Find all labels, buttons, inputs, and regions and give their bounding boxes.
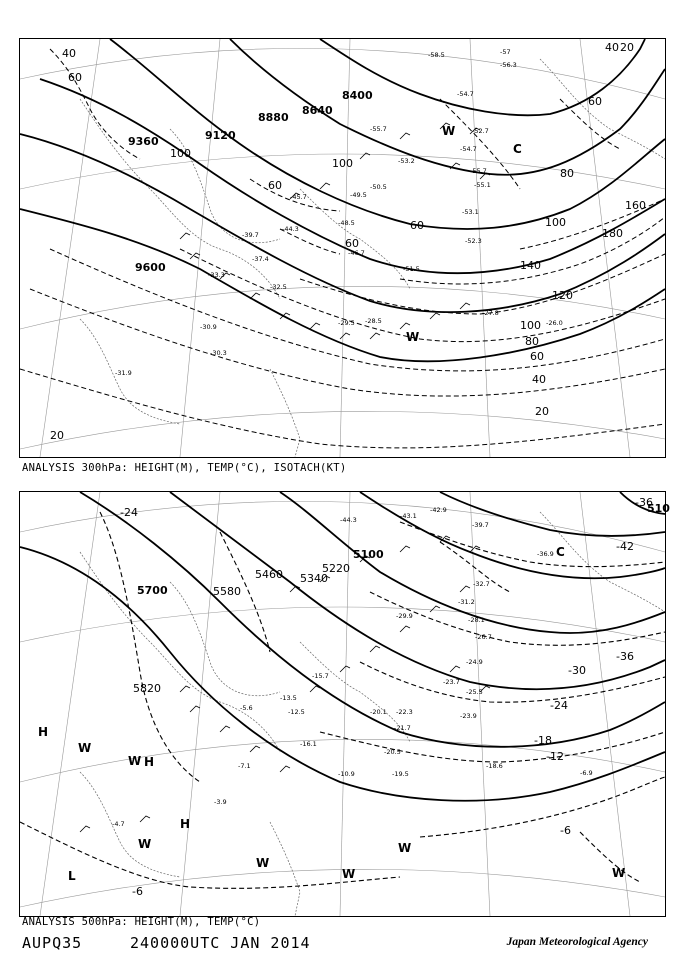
graticule [20, 492, 665, 916]
high-pressure-symbol: H [144, 755, 155, 769]
high-pressure-symbol: H [180, 817, 191, 831]
station-value: -39.7 [472, 521, 489, 529]
height-label: 5700 [137, 584, 168, 597]
station-value: -23.7 [443, 678, 460, 686]
temperature-label: -30 [568, 664, 586, 677]
station-value: -10.9 [338, 770, 355, 778]
isotach-label: 20 [620, 41, 634, 54]
station-value: -18.6 [486, 762, 503, 770]
high-pressure-symbol: H [38, 725, 49, 739]
warm-symbol: W [398, 841, 412, 855]
isotach-label: 120 [552, 289, 573, 302]
station-value: -4.7 [112, 820, 125, 828]
station-value: -6.9 [580, 769, 593, 777]
station-value: -55.1 [474, 181, 491, 189]
height-labels [133, 502, 670, 695]
isotach-label: 160 [625, 199, 646, 212]
station-value: -20.1 [370, 708, 387, 716]
isotach-label: 40 [605, 41, 619, 54]
isotach-label: 20 [535, 405, 549, 418]
station-value: -19.5 [392, 770, 409, 778]
caption-500hpa: ANALYSIS 500hPa: HEIGHT(M), TEMP(°C) [22, 916, 261, 928]
station-value: -46.7 [348, 249, 365, 257]
station-value: -42.9 [430, 506, 447, 514]
isotach-label: 100 [520, 319, 541, 332]
agency-credit: Japan Meteorological Agency [506, 936, 648, 948]
temperature-label: -12 [546, 750, 564, 763]
temperature-label: -24 [120, 506, 138, 519]
station-value: -39.7 [242, 231, 259, 239]
station-value: -52.7 [472, 127, 489, 135]
height-contours [20, 39, 665, 361]
isotach-label: 60 [410, 219, 424, 232]
station-value: -51.5 [403, 265, 420, 273]
station-value: -44.3 [282, 225, 299, 233]
station-value: -29.5 [338, 319, 355, 327]
station-value: -53.2 [398, 157, 415, 165]
station-value: -55.7 [470, 167, 487, 175]
station-value: -12.5 [288, 708, 305, 716]
coastlines [80, 59, 665, 457]
station-value: -53.1 [462, 208, 479, 216]
station-value: -25.5 [466, 688, 483, 696]
station-value: -55.7 [370, 125, 387, 133]
height-labels [128, 89, 373, 274]
map-panel-300hpa [19, 38, 666, 458]
height-label: 5460 [255, 568, 283, 581]
station-value: -24.9 [466, 658, 483, 666]
map-300hpa-svg [20, 39, 665, 457]
station-value: -21.7 [394, 724, 411, 732]
isotach-label: 40 [532, 373, 546, 386]
station-value: -31.2 [458, 598, 475, 606]
cold-symbol: C [556, 545, 565, 559]
isotach-label: 100 [170, 147, 191, 160]
pressure-symbols [38, 545, 625, 883]
temperature-label: -36 [635, 496, 653, 509]
temperature-label: -6 [560, 824, 571, 837]
temperature-label: -6 [132, 885, 143, 898]
isotach-label: 100 [332, 157, 353, 170]
station-value: -28.1 [468, 616, 485, 624]
station-value: -5.6 [240, 704, 253, 712]
height-label: 510 [647, 502, 670, 515]
station-value: -43.1 [400, 512, 417, 520]
isotach-label: 60 [345, 237, 359, 250]
height-label: 9120 [205, 129, 236, 142]
station-value: -45.7 [290, 193, 307, 201]
isotach-label: 180 [602, 227, 623, 240]
station-value: -33.3 [208, 271, 225, 279]
height-label: 8880 [258, 111, 289, 124]
station-value: -54.7 [460, 145, 477, 153]
height-label: 5100 [353, 548, 384, 561]
height-label: 8640 [302, 104, 333, 117]
station-value: -27.8 [482, 309, 499, 317]
low-pressure-symbol: L [68, 869, 76, 883]
station-value: -32.7 [473, 580, 490, 588]
station-value: -32.5 [270, 283, 287, 291]
station-value: -3.9 [214, 798, 227, 806]
station-value: -23.9 [460, 712, 477, 720]
isotach-label: 60 [268, 179, 282, 192]
height-label: 9360 [128, 135, 159, 148]
station-value: -7.1 [238, 762, 251, 770]
isotach-label: 20 [50, 429, 64, 442]
station-value: -16.1 [300, 740, 317, 748]
station-value: -58.5 [428, 51, 445, 59]
station-observations [115, 48, 563, 377]
map-panel-500hpa [19, 491, 670, 917]
station-value: -26.0 [546, 319, 563, 327]
warm-symbol: W [612, 866, 626, 880]
height-label: 5580 [213, 585, 241, 598]
temperature-label: -18 [534, 734, 552, 747]
isotach-label: 140 [520, 259, 541, 272]
station-value: -54.7 [457, 90, 474, 98]
station-value: -26.7 [475, 633, 492, 641]
station-value: -28.5 [365, 317, 382, 325]
warm-symbol: W [256, 856, 270, 870]
height-label: 5340 [300, 572, 328, 585]
isotach-label: 40 [62, 47, 76, 60]
isotach-label: 80 [525, 335, 539, 348]
warm-symbol: W [128, 754, 142, 768]
valid-time: 240000UTC JAN 2014 [130, 934, 311, 952]
station-value: -56.3 [500, 61, 517, 69]
station-value: -57 [500, 48, 511, 56]
station-value: -31.9 [115, 369, 132, 377]
isotach-label: 100 [545, 216, 566, 229]
temperature-label: -24 [550, 699, 568, 712]
station-value: -22.3 [396, 708, 413, 716]
temperature-label: -36 [616, 650, 634, 663]
height-label: 8400 [342, 89, 373, 102]
warm-symbol: W [406, 330, 420, 344]
station-value: -36.9 [537, 550, 554, 558]
warm-symbol: W [442, 124, 456, 138]
caption-300hpa: ANALYSIS 300hPa: HEIGHT(M), TEMP(°C), ISOTACH(KT) [22, 462, 347, 474]
station-value: -20.5 [384, 748, 401, 756]
cold-symbol: C [513, 142, 522, 156]
station-value: -37.4 [252, 255, 269, 263]
chart-code: AUPQ35 [22, 934, 83, 952]
station-value: -30.3 [210, 349, 227, 357]
station-value: -15.7 [312, 672, 329, 680]
isotach-label: 60 [588, 95, 602, 108]
station-value: -44.3 [340, 516, 357, 524]
warm-symbol: W [138, 837, 152, 851]
height-label: 5820 [133, 682, 161, 695]
isotach-label: 80 [560, 167, 574, 180]
station-value: -49.5 [350, 191, 367, 199]
station-value: -29.9 [396, 612, 413, 620]
station-value: -52.3 [465, 237, 482, 245]
height-label: 9600 [135, 261, 166, 274]
height-label: 5220 [322, 562, 350, 575]
map-500hpa-svg [20, 492, 670, 916]
isotach-label: 60 [68, 71, 82, 84]
station-value: -50.5 [370, 183, 387, 191]
station-value: -30.9 [200, 323, 217, 331]
station-value: -48.5 [338, 219, 355, 227]
station-value: -13.5 [280, 694, 297, 702]
isotach-label: 60 [530, 350, 544, 363]
warm-symbol: W [78, 741, 92, 755]
temperature-label: -42 [616, 540, 634, 553]
warm-symbol: W [342, 867, 356, 881]
